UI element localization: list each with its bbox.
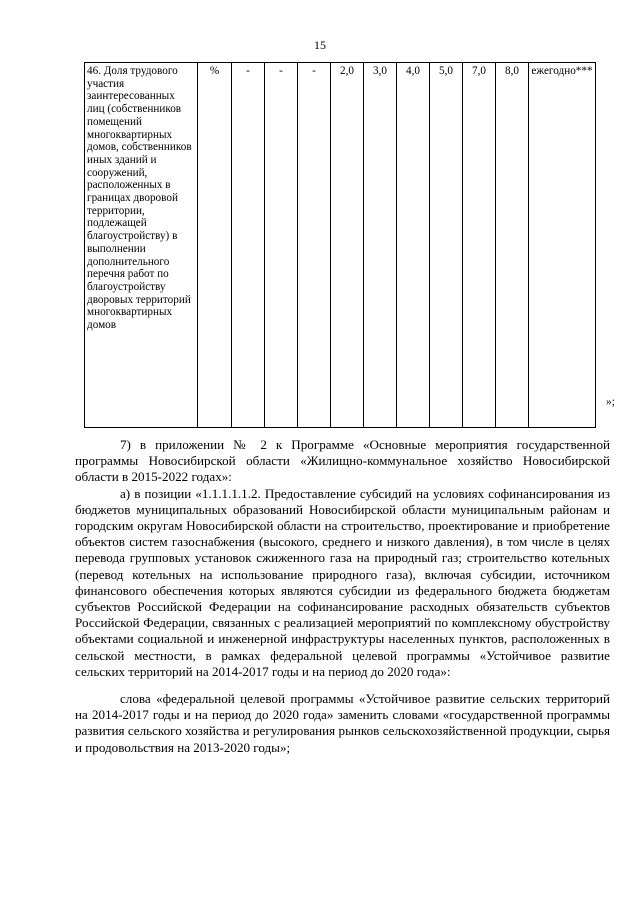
frequency-cell: ежегодно*** xyxy=(529,63,596,428)
value-cell: 7,0 xyxy=(463,63,496,428)
value-cell: 5,0 xyxy=(430,63,463,428)
body-text xyxy=(75,437,610,756)
value-cell: 8,0 xyxy=(496,63,529,428)
row-closing-quote: »; xyxy=(606,396,615,408)
paragraph: а) в позиции «1.1.1.1.1.2. Предоставление субсидий на условиях софинансирования из бюджетов муниципальных образований Новосибирской области муниципальным районам и городским округам Новосибирской области на строительство, проектирование и приобретение объектов систем газоснабжения (высокого, среднего и низкого давления), в том числе в целях перевода групповых установок сжиженного газа на природный газ; строительство котельных (перевод котельных на использование природного газа), включая субсидии, источником финансового обеспечения которых являются субсидии из федерального бюджета бюджетам субъектов Российской Федерации на софинансирование расходных обязательств субъектов Российской Федерации, связанных с реализацией мероприятий по комплексному обустройству объектами социальной и инженерной инфраструктуры населенных пунктов, расположенных в сельской местности, в рамках федеральной целевой программы «Устойчивое развитие сельских территорий на 2014-2017 годы и на период до 2020 года»: xyxy=(75,485,610,679)
page-number: 15 xyxy=(314,38,326,52)
table-row xyxy=(85,63,596,428)
indicator-name-cell: 46. Доля трудового участия заинтересованных лиц (собственников помещений многоквартирных домов, собственников иных зданий и сооружений, расположенных в границах дворовой территории, подлежащей благоустройству) в выполнении дополнительного перечня работ по благоустройству дворовых территорий многоквартирных домов xyxy=(85,63,198,428)
value-cell: 2,0 xyxy=(331,63,364,428)
unit-cell: % xyxy=(198,63,232,428)
value-cell: - xyxy=(232,63,265,428)
value-cell: - xyxy=(298,63,331,428)
paragraph: 7) в приложении № 2 к Программе «Основные мероприятия государственной программы Новосибирской области «Жилищно-коммунальное хозяйство Новосибирской области в 2015-2022 годах»: xyxy=(75,437,610,485)
value-cell: 4,0 xyxy=(397,63,430,428)
paragraph: слова «федеральной целевой программы «Устойчивое развитие сельских территорий на 2014-2017 годы и на период до 2020 года» заменить словами «государственной программы развития сельского хозяйства и регулирования рынков сельскохозяйственной продукции, сырья и продовольствия на 2013-2020 годы»; xyxy=(75,691,610,755)
indicator-table xyxy=(84,62,596,428)
value-cell: 3,0 xyxy=(364,63,397,428)
value-cell: - xyxy=(265,63,298,428)
